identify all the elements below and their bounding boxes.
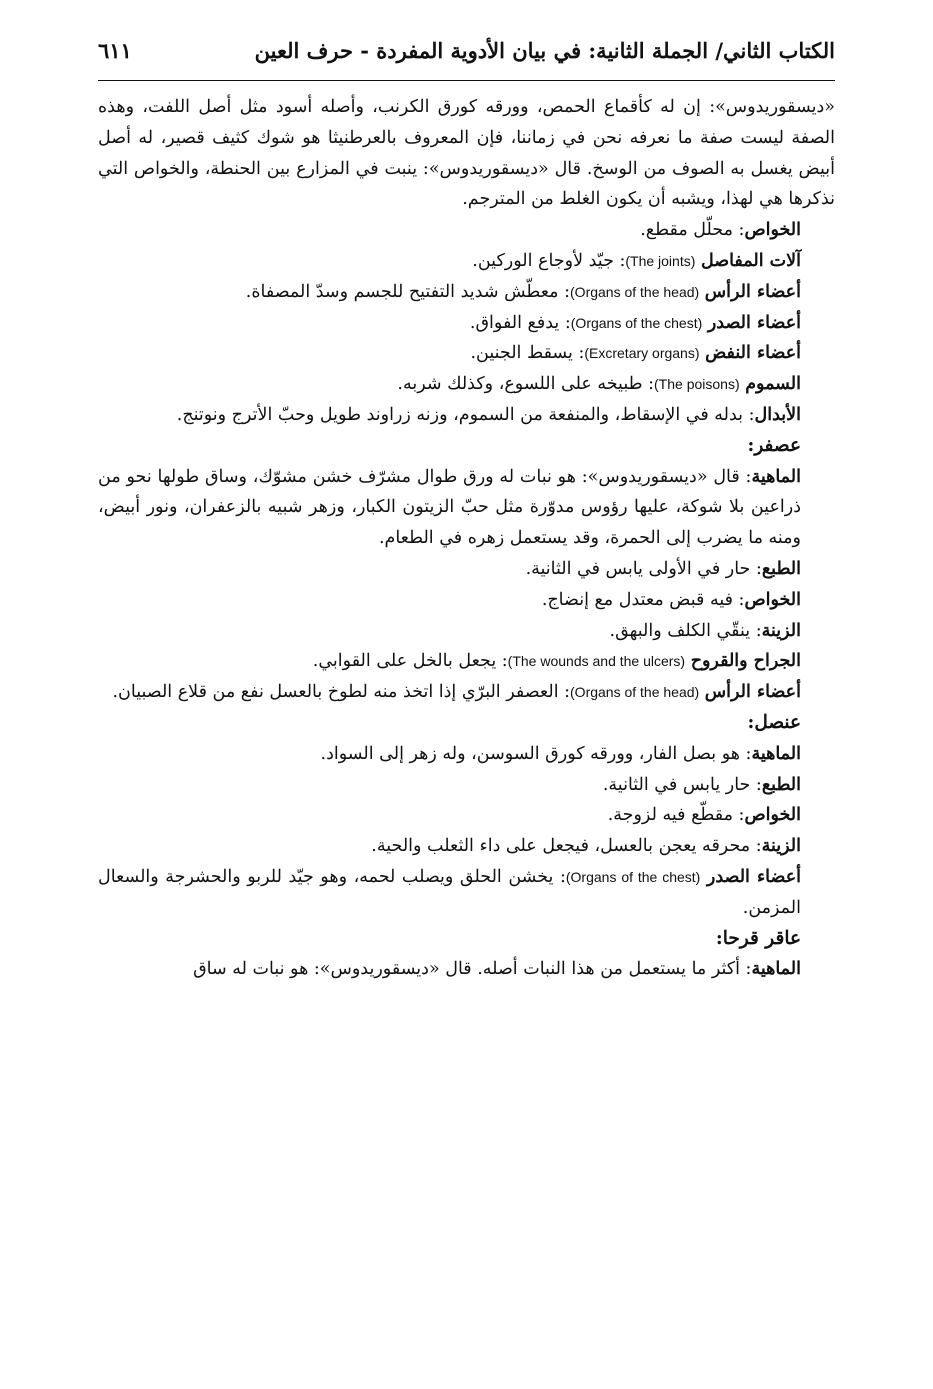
entry-term: الماهية	[751, 743, 801, 764]
entry-line	[98, 369, 835, 400]
entry-text: : بدله في الإسقاط، والمنفعة من السموم، وزنه زراوند طويل وحبّ الأترج ونوتنج.	[176, 404, 755, 425]
entry-line	[98, 954, 835, 985]
entry-term: الخواص	[744, 589, 801, 610]
entry-text: : جيّد لأوجاع الوركين.	[472, 250, 626, 271]
entry-term: السموم	[745, 374, 801, 395]
entry-term: الطبع	[761, 558, 801, 579]
entry-term: الماهية	[751, 959, 801, 980]
page-header	[98, 30, 835, 81]
entry-term: الزينة	[761, 836, 801, 857]
entry-line	[98, 585, 835, 616]
entry-line	[98, 277, 835, 308]
entry-text: : يخشن الحلق ويصلب لحمه، وهو جيّد للربو والحشرجة والسعال المزمن.	[98, 866, 801, 918]
entry-term: الطبع	[761, 774, 801, 795]
entry-text: : حار في الأولى يابس في الثانية.	[525, 558, 762, 579]
page-number: ٦١١	[98, 38, 132, 63]
entry-line	[98, 800, 835, 831]
entry-term: أعضاء النفض	[705, 343, 801, 364]
english-gloss: (Organs of the head)	[570, 283, 700, 300]
entry-line	[98, 246, 835, 277]
entry-text: : يدفع الفواق.	[469, 312, 571, 333]
entry-line	[98, 554, 835, 585]
entry-term: أعضاء الرأس	[704, 281, 801, 302]
english-gloss: (The joints)	[625, 252, 696, 269]
page-body	[98, 92, 835, 985]
english-gloss: (Organs of the head)	[570, 684, 700, 701]
entry-heading: عاقر قرحا:	[715, 927, 801, 949]
entry-text: : يجعل بالخل على القوابي.	[312, 651, 508, 672]
entry-line	[98, 770, 835, 801]
entry-term: الجراح والقروح	[690, 651, 801, 672]
entry-line	[98, 739, 835, 770]
english-gloss: (Organs of the chest)	[570, 314, 703, 331]
entry-line	[98, 616, 835, 647]
entry-line	[98, 308, 835, 339]
entry-term: الماهية	[751, 466, 801, 487]
entry-term: أعضاء الصدر	[706, 866, 801, 887]
entry-line	[98, 215, 835, 246]
entry-term: أعضاء الرأس	[704, 682, 801, 703]
entry-line	[98, 338, 835, 369]
entry-text: : ينقّي الكلف والبهق.	[609, 620, 762, 641]
entry-term: أعضاء الصدر	[707, 312, 801, 333]
entry-term: آلات المفاصل	[700, 250, 801, 271]
entry-line	[98, 400, 835, 431]
entry-term: الزينة	[761, 620, 801, 641]
entry-text: : العصفر البرّي إذا اتخذ منه لطوخ بالعسل نفع من قلاع الصبيان.	[112, 682, 571, 703]
entry-term: الخواص	[744, 805, 801, 826]
entry-line	[98, 646, 835, 677]
entry-text: : طبيخه على اللسوع، وكذلك شربه.	[397, 374, 655, 395]
body-paragraph: «ديسقوريدوس»: إن له كأقماع الحمص، وورقه كورق الكرنب، وأصله أسود مثل أصل اللفت، وهذه الصفة ليست صفة ما نعرفه نحن في زماننا، فإن المعروف بالعرطنيثا هو شوك كثيف قصير، له أصل أبيض يغسل به الصوف من الوسخ. قال «ديسقوريدوس»: ينبت في المزارع بين الحنطة، والخواص التي نذكرها هي لهذا، ويشبه أن يكون الغلط من المترجم.	[98, 97, 835, 210]
entry-term: الخواص	[744, 220, 801, 241]
entry-term: الأبدال	[754, 404, 801, 425]
english-gloss: (Organs of the chest)	[565, 868, 701, 885]
entry-text: : يسقط الجنين.	[470, 343, 585, 364]
running-title: الكتاب الثاني/ الجملة الثانية: في بيان الأدوية المفردة - حرف العين	[254, 38, 835, 63]
entry-text: : محرقه يعجن بالعسل، فيجعل على داء الثعلب والحية.	[371, 836, 762, 857]
entry-text: : مقطّع فيه لزوجة.	[607, 805, 745, 826]
entry-text: : حار يابس في الثانية.	[602, 774, 762, 795]
entry-text: : أكثر ما يستعمل من هذا النبات أصله. قال «ديسقوريدوس»: هو نبات له ساق	[193, 959, 752, 980]
english-gloss: (The poisons)	[654, 376, 740, 393]
entry-text: : محلّل مقطع.	[640, 220, 745, 241]
entry-line	[98, 862, 835, 924]
entry-text: : معطّش شديد التفتيح للجسم وسدّ المصفاة.	[245, 281, 571, 302]
entry-text: : قال «ديسقوريدوس»: هو نبات له ورق طوال مشرّف خشن مشوّك، وساق طولها نحو من ذراعين بلا شوكة، عليها رؤوس مدوّرة مثل حبّ الزيتون الكبار، وزهر شبيه بالزعفران، ونور أبيض، ومنه ما يضرب إلى الحمرة، وقد يستعمل زهره في الطعام.	[98, 466, 801, 549]
entry-heading: عنصل:	[747, 711, 801, 733]
entry-line	[98, 831, 835, 862]
entry-text: : هو بصل الفار، وورقه كورق السوسن، وله زهر إلى السواد.	[320, 743, 752, 764]
english-gloss: (The wounds and the ulcers)	[507, 653, 686, 670]
english-gloss: (Excretary organs)	[584, 345, 700, 362]
entry-line	[98, 462, 835, 554]
entry-text: : فيه قبض معتدل مع إنضاج.	[541, 589, 745, 610]
entry-line	[98, 677, 835, 708]
entry-heading: عصفر:	[747, 434, 801, 456]
